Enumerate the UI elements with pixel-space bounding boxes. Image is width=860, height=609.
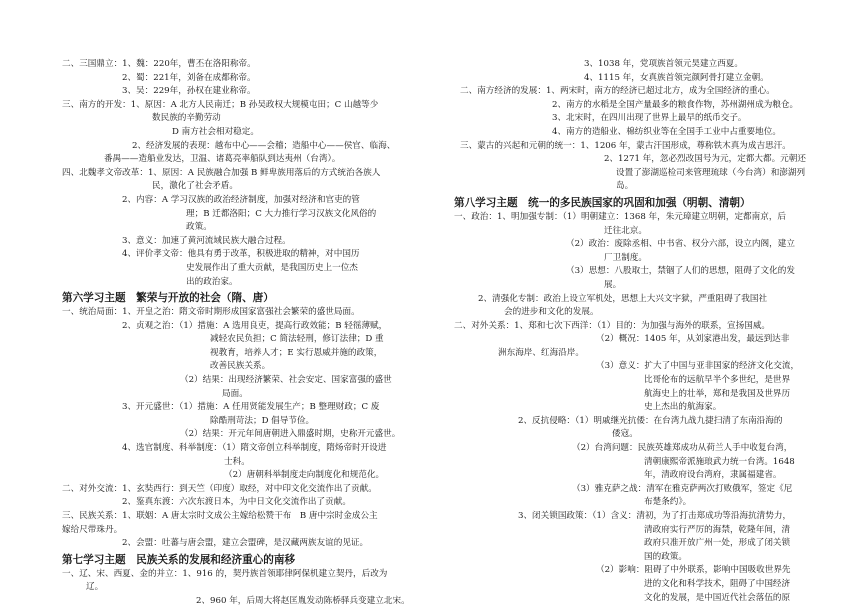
text-line: 岛。 bbox=[616, 181, 634, 192]
text-line: 2、贞观之治：（1）措施：A 选用良吏，提高行政效能；B 轻徭薄赋， bbox=[122, 320, 388, 331]
text-line: （2）政治：废除丞相、中书省、权分六部，设立内阁，建立 bbox=[566, 239, 795, 250]
text-line: 局面。 bbox=[222, 388, 248, 399]
text-line: 清朝康熙帝派施琅武力统一台湾。1648 bbox=[644, 456, 795, 467]
left-column bbox=[62, 58, 422, 609]
text-line: 设置了澎湖巡检司来管理琉球（今台湾）和澎湖列 bbox=[616, 167, 806, 178]
text-line: 2、蜀：221年，刘备在成都称帝。 bbox=[122, 72, 256, 83]
text-line: 番禺——造船业发达，卫温、诸葛亮率船队到达夷州（台湾）。 bbox=[104, 154, 341, 165]
text-line: 迁往北京。 bbox=[604, 225, 647, 236]
text-line: （2）唐朝科举制度走向制度化和规范化。 bbox=[224, 470, 385, 481]
text-line: 除酷刑苛法；D 倡导节俭。 bbox=[210, 415, 315, 426]
text-line: 4、评价孝文帝：他具有勇于改革，积极进取的精神，对中国历 bbox=[122, 249, 360, 260]
text-line: （2）概况：1405 年，从刘家港出发，最远到达非 bbox=[596, 334, 790, 345]
text-line: 文化的发展，是中国近代社会落伍的原 bbox=[644, 592, 791, 603]
text-line: 数民族的辛勤劳动 bbox=[152, 113, 221, 124]
text-line: 政策。 bbox=[186, 222, 212, 233]
text-line: 辽。 bbox=[86, 582, 104, 593]
text-line: 2、鉴真东渡：六次东渡日本，为中日文化交流作出了贡献。 bbox=[122, 497, 351, 508]
text-line: 二、对外交流：1、玄奘西行：到天竺（印度）取经，对中印文化交流作出了贡献。 bbox=[62, 483, 377, 494]
text-line: 2、反抗侵略：（1）明戚继光抗倭：在台湾九战九捷扫清了东南沿海的 bbox=[518, 415, 783, 426]
text-line: 布楚条约》。 bbox=[644, 497, 692, 508]
text-line: 史上杰出的航海家。 bbox=[644, 402, 722, 413]
text-line: （2）结果：出现经济繁荣、社会安定、国家富强的盛世 bbox=[180, 375, 392, 386]
text-line: （3）雅克萨之战：清军在雅克萨两次打败俄军，签定《尼 bbox=[572, 483, 793, 494]
section-heading: 第八学习主题 统一的多民族国家的巩固和加强（明朝、清朝） bbox=[454, 196, 751, 209]
text-line: 三、蒙古的兴起和元朝的统一：1、1206 年，蒙古汗国形成，尊称铁木真为成吉思汗。 bbox=[460, 140, 791, 151]
text-line: 3、开元盛世：（1）措施：A 任用贤能发展生产；B 整理财政；C 废 bbox=[122, 402, 380, 413]
text-line: （2）台湾问题：民族英雄郑成功从荷兰人手中收复台湾， bbox=[572, 443, 793, 454]
text-line: 4、1115 年，女真族首领完颜阿骨打建立金朝。 bbox=[584, 72, 769, 83]
text-line: 展。 bbox=[604, 279, 622, 290]
text-line: 4、选官制度、科举制度：（1）隋文帝创立科举制度，隋炀帝时开设进 bbox=[122, 443, 387, 454]
text-line: 一、统治局面：1、开皇之治：隋文帝时期形成国家富强社会繁荣的盛世局面。 bbox=[62, 307, 360, 318]
text-line: 年，清政府设台湾府，隶属福建省。 bbox=[644, 470, 782, 481]
text-line: 2、960 年，后周大将赵匡胤发动陈桥驿兵变建立北宋。 bbox=[196, 595, 410, 606]
right-column bbox=[454, 58, 814, 605]
text-line: 3、意义：加速了黄河流域民族大融合过程。 bbox=[122, 235, 291, 246]
text-line: 航海史上的壮举，郑和是我国及世界历 bbox=[644, 388, 791, 399]
text-line: 洲东海岸、红海沿岸。 bbox=[498, 347, 584, 358]
text-line: 史发展作出了重大贡献，是我国历史上一位杰 bbox=[186, 262, 358, 273]
text-line: 二、对外关系：1、郑和七次下西洋：（1）目的：为加强与海外的联系，宣扬国威。 bbox=[454, 320, 771, 331]
text-line: 民，激化了社会矛盾。 bbox=[152, 181, 238, 192]
text-line: 理；B 迁都洛阳；C 大力推行学习汉族文化风俗的 bbox=[186, 208, 377, 219]
text-line: 减轻农民负担；C 简法轻刑，修订法律；D 重 bbox=[210, 334, 384, 345]
text-line: 出的政治家。 bbox=[186, 276, 238, 287]
text-line: 清政府实行严厉的海禁，乾隆年间，清 bbox=[644, 524, 791, 535]
text-line: 3、吴：229年，孙权在建业称帝。 bbox=[122, 86, 256, 97]
text-line: 一、政治：1、明加强专制：（1）明朝建立：1368 年，朱元璋建立明朝，定都南京，后 bbox=[454, 211, 787, 222]
text-line: 改善民族关系。 bbox=[210, 361, 271, 372]
text-line: 二、三国鼎立：1、魏：220年，曹丕在洛阳称帝。 bbox=[62, 59, 256, 69]
text-line: （2）结果：开元年间唐朝进入鼎盛时期，史称开元盛世。 bbox=[180, 429, 401, 440]
text-line: 2、南方的水稻是全国产量最多的粮食作物，苏州湖州成为粮仓。 bbox=[552, 99, 799, 110]
text-line: 3、北宋时，在四川出现了世界上最早的纸币交子。 bbox=[552, 113, 747, 124]
text-line: 三、民族关系：1、联姻：A 唐太宗时文成公主嫁给松赞干布 B 唐中宗时金成公主 bbox=[62, 511, 378, 521]
text-line: 会的进步和文化的发展。 bbox=[504, 307, 599, 318]
text-line: 比哥伦布的远航早半个多世纪，是世界 bbox=[644, 375, 791, 386]
text-line: 4、南方的造船业、棉纺织业等在全国手工业中占重要地位。 bbox=[552, 126, 781, 137]
text-line: 四、北魏孝文帝改革：1、原因：A 民族融合加强 B 鲜卑族用落后的方式统治各族人 bbox=[62, 167, 381, 178]
text-line: 一、辽、宋、西夏、金的并立：1、916 的，契丹族首领耶律阿保机建立契丹，后改为 bbox=[62, 568, 388, 579]
text-line: 厂卫制度。 bbox=[604, 252, 647, 263]
text-line: D 南方社会相对稳定。 bbox=[172, 126, 259, 137]
section-heading: 第七学习主题 民族关系的发展和经济重心的南移 bbox=[62, 553, 296, 566]
text-line: 嫁给尺带珠丹。 bbox=[62, 524, 123, 535]
text-line: 视教育，培养人才；E 实行恩威并施的政策， bbox=[210, 347, 383, 358]
text-line: 3、闭关锁国政策：（1）含义：清初，为了打击郑成功等沿海抗清势力， bbox=[518, 511, 792, 521]
text-line: （2）影响：阻碍了中外联系，影响中国吸收世界先 bbox=[596, 565, 791, 576]
text-line: 倭寇。 bbox=[612, 429, 638, 440]
text-line: 2、1271 年，忽必烈改国号为元，定都大都。元朝还 bbox=[604, 154, 806, 165]
text-line: 2、清强化专制：政治上设立军机处，思想上大兴文字狱，严重阻碍了我国社 bbox=[478, 293, 768, 304]
text-line: 二、南方经济的发展：1、两宋时，南方的经济已超过北方，成为全国经济的重心。 bbox=[460, 86, 775, 97]
text-line: 2、内容：A 学习汉族的政治经济制度，加强对经济和官吏的管 bbox=[122, 194, 360, 205]
text-line: 国的政策。 bbox=[644, 551, 687, 562]
text-line: 2、经济发展的表现：越布中心——会稽；造船中心——侯官、临海、 bbox=[132, 140, 396, 151]
text-line: （3）思想：八股取士，禁锢了人们的思想，阻碍了文化的发 bbox=[566, 266, 795, 277]
text-line: 三、南方的开发：1、原因：A 北方人民南迁；B 孙吴政权大规模屯田；C 山越等少 bbox=[62, 99, 379, 110]
text-line: 2、会盟：吐蕃与唐会盟，建立会盟碑，是汉藏两族友谊的见证。 bbox=[122, 538, 369, 549]
text-line: 政府只准开放广州一处，形成了闭关锁 bbox=[644, 538, 791, 549]
section-heading: 第六学习主题 繁荣与开放的社会（隋、唐） bbox=[62, 292, 274, 305]
text-line: 进的文化和科学技术，阻碍了中国经济 bbox=[644, 578, 791, 589]
text-line: 士科。 bbox=[224, 456, 250, 467]
text-line: （3）意义：扩大了中国与亚非国家的经济文化交流， bbox=[596, 361, 800, 372]
text-line: 3、1038 年，党项族首领元昊建立西夏。 bbox=[584, 59, 743, 69]
